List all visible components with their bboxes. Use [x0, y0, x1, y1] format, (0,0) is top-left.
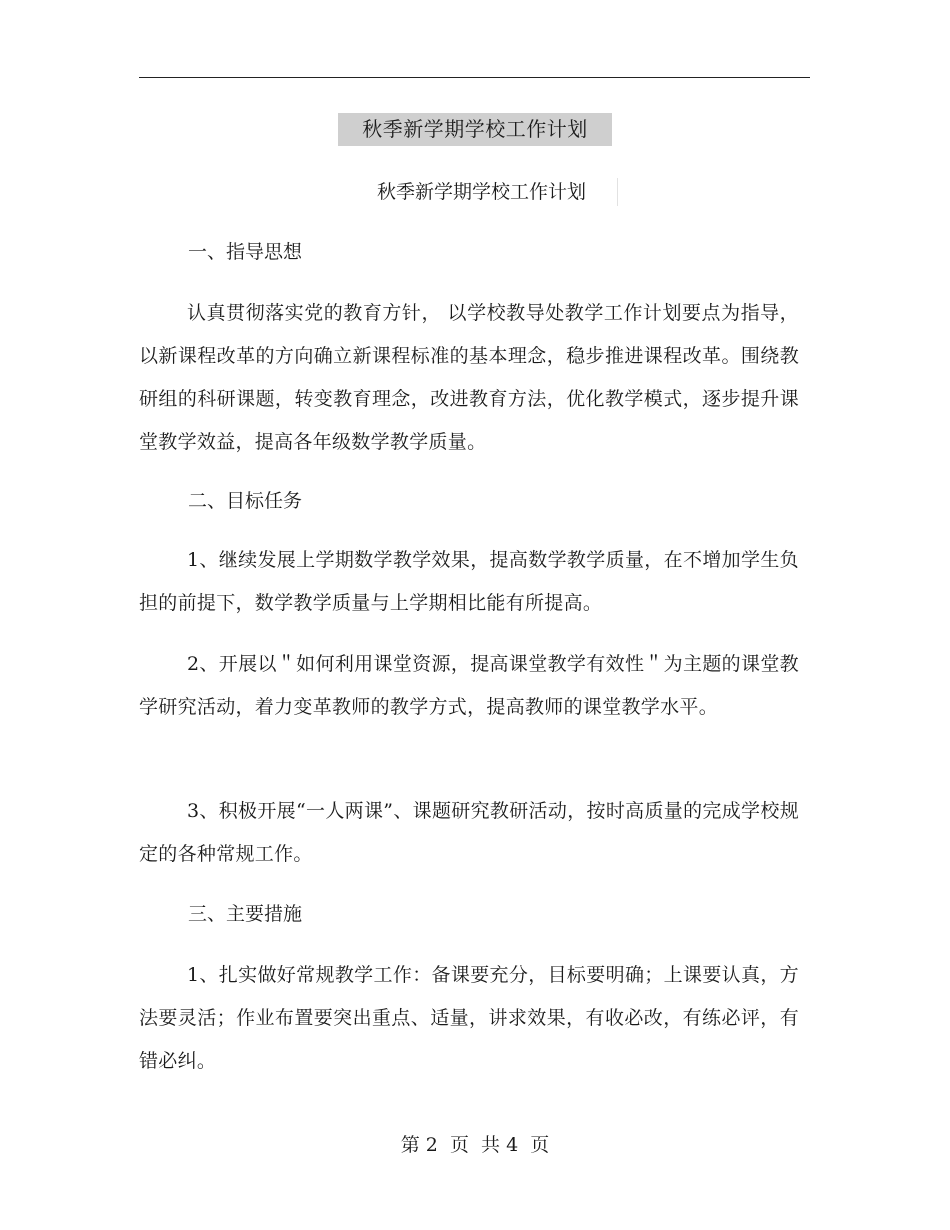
page-footer: 第 2 页 共 4 页 [400, 1134, 550, 1156]
paragraph-goal-1: 1、继续发展上学期数学教学效果，提高数学教学质量，在不增加学生负担的前提下，数学教学质量与上学期相比能有所提高。 [139, 549, 799, 614]
header-rule [139, 77, 810, 78]
paragraph-goal-3: 3、积极开展“一人两课”、课题研究教研活动，按时高质量的完成学校规定的各种常规工作。 [139, 800, 799, 865]
document-subtitle: 秋季新学期学校工作计划 [377, 178, 618, 206]
section-heading-guiding-thought: 一、指导思想 [188, 241, 303, 263]
section-heading-goals: 二、目标任务 [188, 490, 303, 512]
section-heading-measures: 三、主要措施 [188, 903, 303, 925]
paragraph-goal-2: 2、开展以＂如何利用课堂资源，提高课堂教学有效性＂为主题的课堂教学研究活动，着力变革教师的教学方式，提高教师的课堂教学水平。 [139, 653, 799, 718]
paragraph-guiding-thought: 认真贯彻落实党的教育方针， 以学校教导处教学工作计划要点为指导，以新课程改革的方向确立新课程标准的基本理念，稳步推进课程改革。围绕教研组的科研课题，转变教育理念，改进教育方法，优化教学模式，逐步提升课堂教学效益，提高各年级数学教学质量。 [139, 302, 799, 453]
document-title: 秋季新学期学校工作计划 [338, 113, 612, 146]
paragraph-measure-1: 1、扎实做好常规教学工作：备课要充分，目标要明确；上课要认真，方法要灵活；作业布置要突出重点、适量，讲求效果，有收必改，有练必评，有错必纠。 [139, 964, 799, 1072]
